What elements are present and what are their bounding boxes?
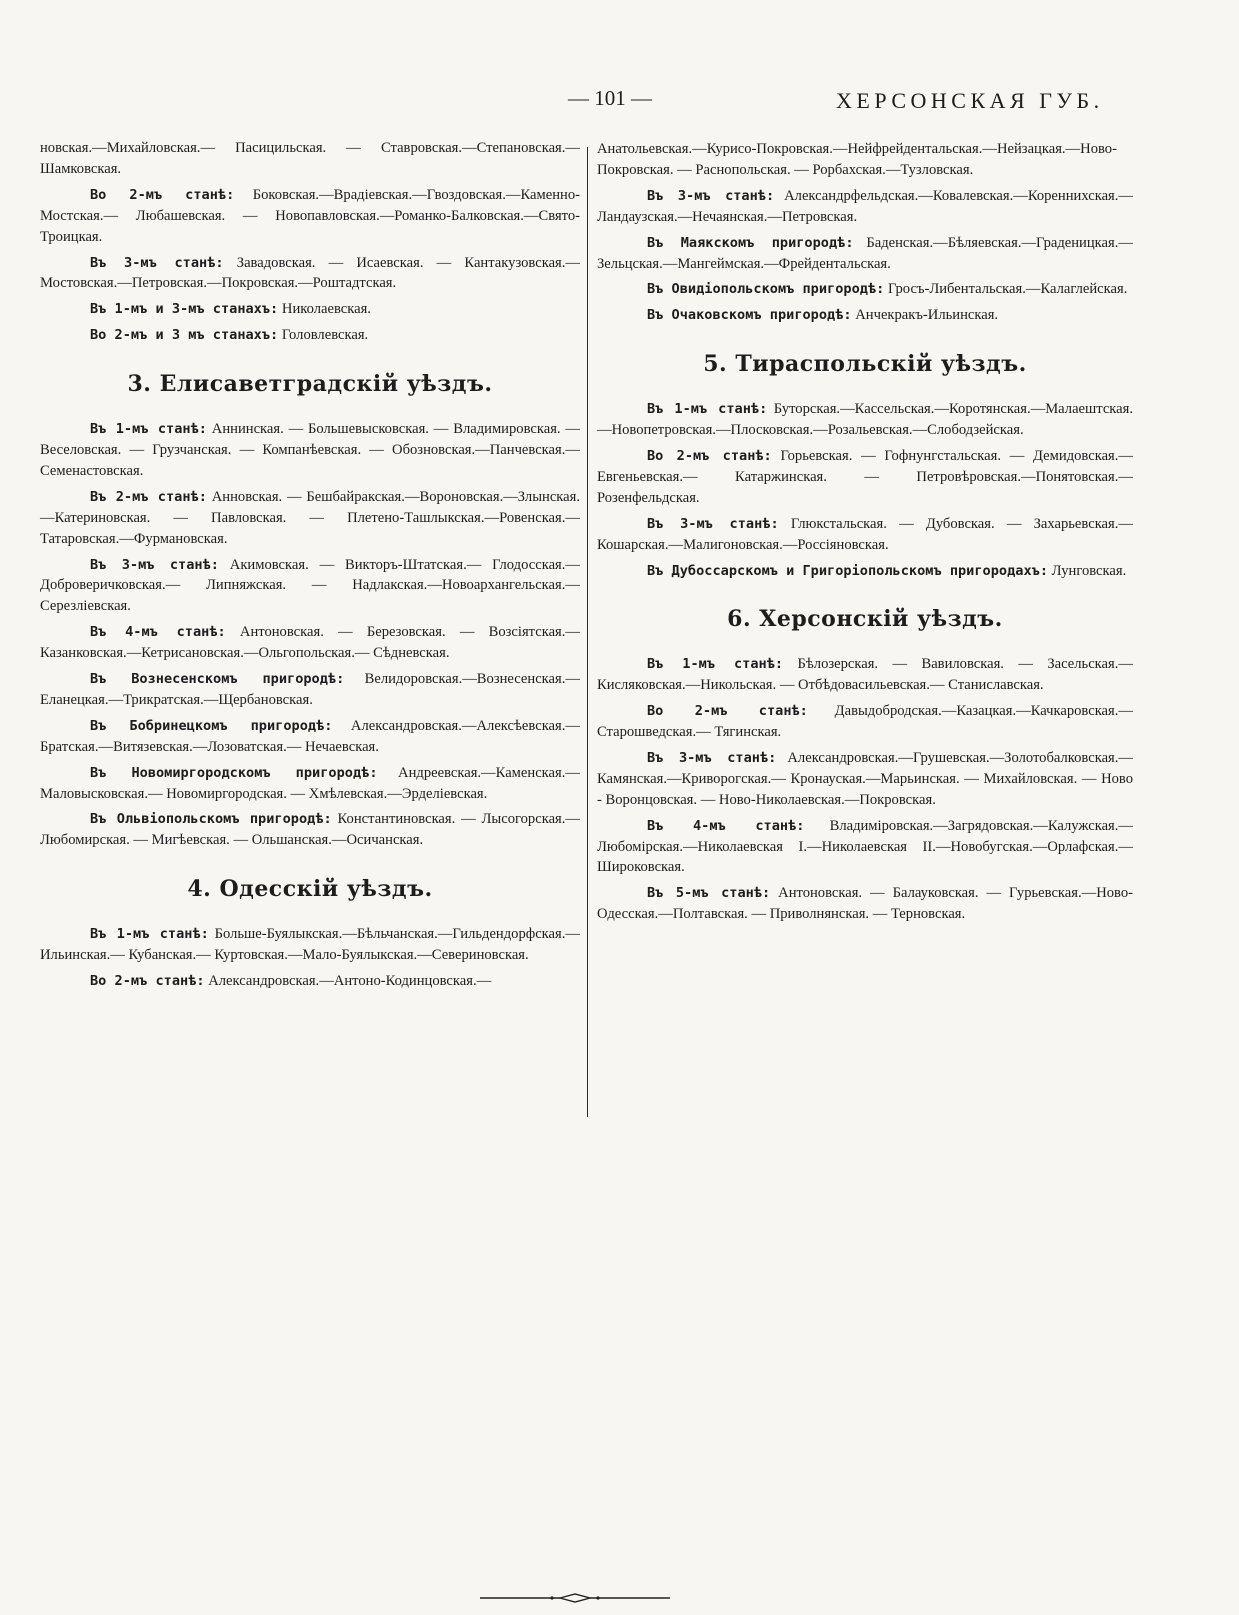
entry-label: Въ 3-мъ станѣ: — [90, 254, 224, 271]
entry-text: Горьевская. — Гофнунгстальская. — Демидовская.—Евгеньевская.— Катаржинская. — Петровѣровская.—Понятовская.—Розенфельдская. — [597, 447, 1133, 506]
district-entry — [40, 325, 580, 346]
district-entry — [40, 809, 580, 851]
district-entry — [40, 924, 580, 966]
entry-text: Акимовская. — Викторъ-Штатская.— Глодосская.—Доброверичковская.— Липняжская. — Надлакская.—Новоархангельская.—Серезліевская. — [40, 556, 581, 615]
entry-text: Давыдобродская.—Казацкая.—Качкаровская.—Старошведская.— Тягинская. — [597, 703, 1133, 741]
entry-label: Въ 5-мъ станѣ: — [647, 885, 771, 902]
district-entry — [40, 555, 580, 618]
entry-label: Въ Дубоссарскомъ и Григоріопольскомъ пригородахъ: — [647, 562, 1049, 579]
district-entry — [597, 561, 1133, 582]
entry-label: Въ 1-мъ и 3-мъ станахъ: — [90, 301, 279, 318]
entry-label: Въ 3-мъ станѣ: — [647, 515, 779, 532]
entry-text: Анновская. — Бешбайракская.—Вороновская.—Злынская.—Катериновская. — Павловская. — Плетено-Ташлыкская.—Ровенская.—Татаровская.—Фурмановская. — [40, 488, 581, 547]
district-entry — [597, 399, 1133, 441]
district-entry — [40, 971, 580, 992]
entry-label: Въ Ольвіопольскомъ пригородѣ: — [90, 811, 332, 828]
district-entry — [597, 883, 1133, 925]
entry-label: Въ Бобринецкомъ пригородѣ: — [90, 717, 333, 734]
entry-text: Гросъ-Либентальская.—Калаглейская. — [884, 281, 1128, 298]
entry-text: новская.—Михайловская.— Пасицильская. — Ставровская.—Степановская.—Шамковская. — [40, 140, 580, 177]
district-entry — [597, 305, 1133, 326]
entry-label: Въ 3-мъ станѣ: — [90, 556, 219, 573]
entry-label: Въ 1-мъ станѣ: — [90, 926, 209, 943]
entry-label: Въ 1-мъ станѣ: — [90, 421, 207, 438]
entry-label: Во 2-мъ станѣ: — [647, 703, 808, 720]
entry-text: Александрфельдская.—Ковалевская.—Кореннихская.—Ландаузская.—Нечаянская.—Петровская. — [597, 187, 1133, 225]
running-head: ХЕРСОНСКАЯ ГУБ. — [836, 88, 1104, 113]
entry-text: Бѣлозерская. — Вавиловская. — Засельская.—Кисляковская.—Никольская. — Отбѣдовасильевская.— Станиславская. — [597, 656, 1133, 694]
entry-label: Во 2-мъ станѣ: — [90, 186, 235, 203]
district-entry — [597, 701, 1133, 743]
entry-text: Велидоровская.—Вознесенская.—Еланецкая.—Трикратская.—Щербановская. — [40, 671, 580, 708]
entry-label: Въ Овидіопольскомъ пригородѣ: — [647, 281, 885, 298]
entry-text: Владиміровская.—Загрядовская.—Калужская.—Любомірская.—Николаевская I.—Николаевская II.—Новобугская.—Орлафская.—Широковская. — [597, 817, 1133, 876]
section-heading: 6. Херсонскій уѣздъ. — [727, 606, 1003, 633]
entry-text: Николаевская. — [278, 301, 371, 318]
entry-label: Въ 3-мъ станѣ: — [647, 187, 775, 204]
entry-label: Въ 4-мъ станѣ: — [647, 817, 805, 834]
right-column — [597, 139, 1133, 930]
district-entry — [40, 669, 580, 711]
entry-text: Антоновская. — Балауковская. — Гурьевская.—Ново-Одесская.—Полтавская. — Приволнянская. — Терновская. — [597, 885, 1134, 923]
district-entry — [597, 514, 1133, 556]
district-entry — [40, 419, 580, 482]
entry-label: Въ Очаковскомъ пригородѣ: — [647, 307, 852, 324]
entry-text: Глюкстальская. — Дубовская. — Захарьевская.—Кошарская.—Малигоновская.—Россіяновская. — [597, 515, 1133, 553]
district-entry — [597, 446, 1133, 509]
end-ornament — [480, 1592, 670, 1604]
district-entry — [40, 622, 580, 664]
entry-text: Антоновская. — Березовская. — Возсіятская.—Казанковская.—Кетрисановская.—Ольгопольская.— Сѣдневская. — [40, 624, 581, 662]
entry-text: Больше-Буялыкская.—Бѣльчанская.—Гильдендорфская.— Ильинская.— Кубанская.— Куртовская.—Мало-Буялыкская.—Севериновская. — [40, 926, 580, 964]
entry-text: Андреевская.—Каменская.—Маловысковская.— Новомиргородская. — Хмѣлевская.—Эрделіевская. — [40, 764, 580, 802]
district-entry — [40, 299, 580, 320]
district-entry — [597, 279, 1133, 300]
entry-text: Головлевская. — [278, 327, 369, 344]
entry-label: Въ 1-мъ станѣ: — [647, 401, 768, 418]
entry-label: Въ 1-мъ станѣ: — [647, 656, 784, 673]
district-entry — [40, 185, 580, 248]
district-entry — [597, 233, 1133, 275]
district-entry — [40, 253, 580, 295]
entry-text: Лунговская. — [1048, 562, 1127, 579]
district-entry — [597, 816, 1133, 879]
entry-text: Баденская.—Бѣляевская.—Граденицкая.—Зельцская.—Мангеймская.—Фрейдентальская. — [597, 234, 1133, 272]
page-number: — 101 — — [568, 86, 652, 110]
district-entry — [597, 186, 1133, 228]
entry-text: Константиновская. — Лысогорская.—Любомирская. — Мигѣевская. — Ольшанская.—Осичанская. — [40, 811, 581, 849]
district-entry — [597, 139, 1133, 181]
section-heading: 4. Одесскій уѣздъ. — [187, 876, 433, 903]
entry-label: Въ 4-мъ станѣ: — [90, 624, 226, 641]
entry-label: Во 2-мъ станѣ: — [647, 447, 772, 464]
entry-label: Во 2-мъ станѣ: — [90, 973, 205, 989]
entry-text: Анатольевская.—Курисо-Покровская.—Нейфрейдентальская.—Нейзацкая.—Ново-Покровская. — Раснопольская. — Рорбахская.—Тузловская. — [597, 141, 1117, 178]
entry-text: Александровская.—Алексѣевская.—Братская.—Витязевская.—Лозоватская.— Нечаевская. — [40, 717, 580, 755]
entry-label: Въ Маякскомъ пригородѣ: — [647, 234, 854, 251]
section-heading: 3. Елисаветградскій уѣздъ. — [127, 371, 493, 398]
district-entry — [40, 716, 580, 758]
district-entry — [40, 138, 580, 180]
entry-label: Въ 2-мъ станѣ: — [90, 488, 207, 505]
entry-text: Анчекракъ-Ильинская. — [851, 307, 999, 324]
entry-text: Аннинская. — Большевысковская. — Владимировская. — Веселовская. — Грузчанская. — Компанѣевская. — Обозновская.—Панчевская.—Семенастовская. — [40, 421, 580, 479]
entry-text: Завадовская. — Исаевская. — Кантакузовская.—Мостовская.—Петровская.—Покровская.—Роштадтская. — [40, 254, 581, 292]
column-divider — [587, 147, 588, 1117]
district-entry — [40, 763, 580, 805]
district-entry — [597, 748, 1133, 811]
entry-text: Александровская.—Антоно-Кодинцовская.— — [204, 973, 492, 989]
entry-label: Въ 3-мъ станѣ: — [647, 749, 777, 766]
entry-text: Буторская.—Кассельская.—Коротянская.—Малаештская.—Новопетровская.—Плосковская.—Розальевская.—Слободзейская. — [597, 401, 1134, 439]
entry-label: Въ Вознесенскомъ пригородѣ: — [90, 671, 345, 688]
district-entry — [40, 487, 580, 550]
entry-text: Александровская.—Грушевская.—Золотобалковская.—Камянская.—Криворогская.— Кронауская.—Марьинская. — Михайловская. — Ново - Воронцовская. — Ново-Николаевская.—Покровская. — [597, 749, 1134, 808]
entry-text: Боковская.—Врадіевская.—Гвоздовская.—Каменно-Мостская.— Любашевская. — Новопавловская.—Романко-Балковская.—Свято-Троицкая. — [40, 186, 580, 245]
section-heading: 5. Тираспольскій уѣздъ. — [703, 351, 1027, 378]
left-column — [40, 138, 580, 997]
district-entry — [597, 654, 1133, 696]
entry-label: Во 2-мъ и 3 мъ станахъ: — [90, 327, 279, 344]
entry-label: Въ Новомиргородскомъ пригородѣ: — [90, 764, 378, 781]
